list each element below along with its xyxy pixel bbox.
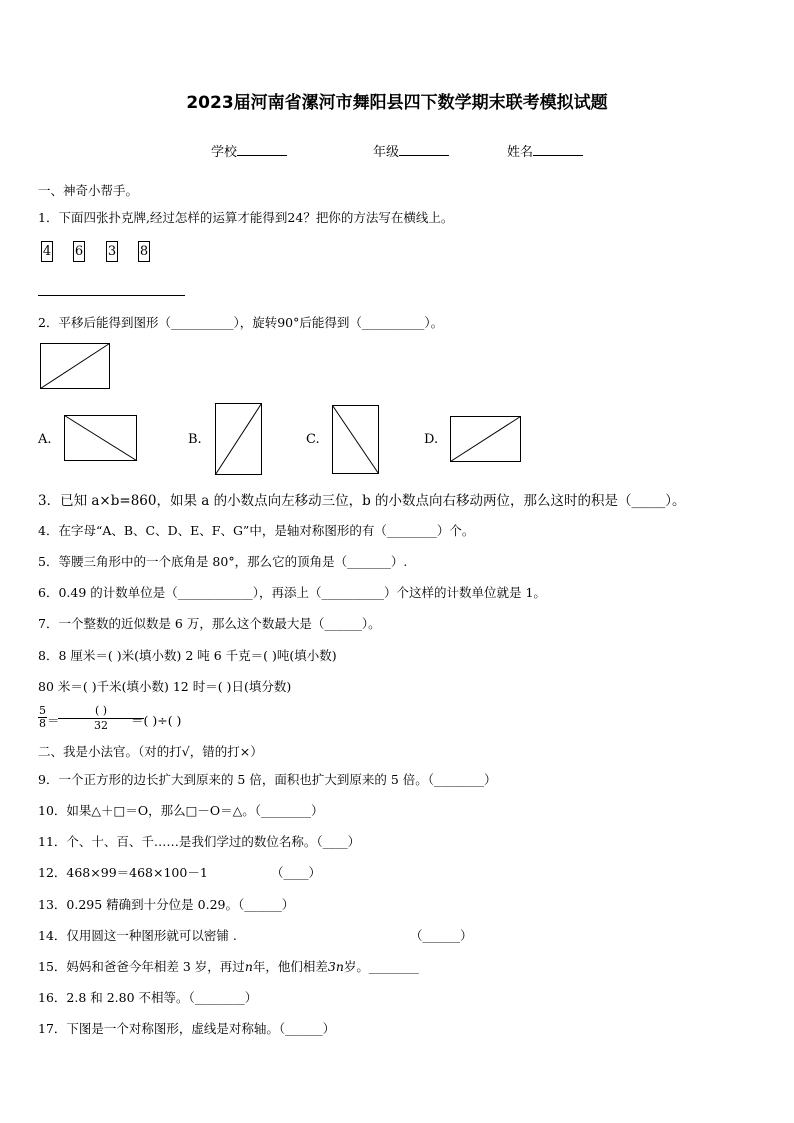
section-1-heading: 一、神奇小帮手。 (38, 183, 139, 198)
question-15-blank[interactable]: ________ (368, 959, 419, 974)
question-9: 9．一个正方形的边长扩大到原来的 5 倍，面积也扩大到原来的 5 倍。（________） (38, 772, 497, 787)
section-2-heading: 二、我是小法官。（对的打√，错的打×） (38, 744, 263, 759)
question-2: 2．平移后能得到图形（__________），旋转90°后能得到（__________）。 (38, 315, 444, 330)
option-d-figure[interactable] (450, 416, 522, 463)
card-3: 3 (106, 241, 118, 262)
card-6: 6 (73, 241, 85, 262)
question-4: 4．在字母“A、B、C、D、E、F、G”中，是轴对称图形的有（________）个。 (38, 523, 475, 538)
name-label: 姓名 (507, 145, 534, 160)
fraction-5-8 (38, 705, 47, 730)
question-8-line-1: 8．8 厘米＝( )米(填小数) 2 吨 6 千克＝( )吨(填小数) (38, 648, 337, 663)
option-a-label: A. (38, 432, 52, 447)
question-1: 1．下面四张扑克牌,经过怎样的运算才能得到24？把你的方法写在横线上。 (38, 210, 454, 225)
equals-sign: ＝ (47, 713, 60, 728)
page-title: 2023届河南省漯河市舞阳县四下数学期末联考模拟试题 (186, 93, 608, 113)
option-d-label: D. (424, 432, 439, 447)
name-field[interactable] (507, 141, 583, 160)
grade-label: 年级 (373, 145, 400, 160)
option-b-label: B. (188, 432, 202, 447)
option-a-figure[interactable] (64, 415, 138, 462)
answer-line-1[interactable] (38, 295, 185, 296)
original-figure (40, 343, 112, 390)
variable-n: n (244, 959, 253, 974)
question-17: 17．下图是一个对称图形，虚线是对称轴。（______） (38, 1021, 336, 1036)
question-12: 12．468×99＝468×100－1 (38, 865, 208, 880)
question-13: 13．0.295 精确到十分位是 0.29。（______） (38, 897, 295, 912)
question-7: 7．一个整数的近似数是 6 万，那么这个数最大是（______）。 (38, 616, 381, 631)
option-b-figure[interactable] (215, 403, 263, 476)
question-15: 15．妈妈和爸爸今年相差 3 岁，再过n年，他们相差3n岁。________ (38, 959, 419, 974)
card-4: 4 (41, 241, 53, 262)
question-11: 11．个、十、百、千……是我们学过的数位名称。（____） (38, 834, 361, 849)
blank-numerator: ( ) (94, 704, 108, 717)
fraction-numerator: 5 (39, 704, 46, 717)
school-label: 学校 (211, 145, 238, 160)
question-8-line-2: 80 米＝( )千米(填小数) 12 时＝( )日(填分数) (38, 679, 292, 694)
grade-field[interactable] (373, 141, 449, 160)
card-8: 8 (138, 241, 150, 262)
fraction-denominator: 8 (39, 717, 46, 730)
question-3: 3．已知 a×b=860，如果 a 的小数点向左移动三位，b 的小数点向右移动两位，那么这时的积是（_____）。 (38, 493, 686, 509)
question-10: 10．如果△＋□＝O，那么□－O＝△。（________） (38, 803, 324, 818)
blank-denominator: 32 (94, 719, 108, 732)
question-16: 16．2.8 和 2.80 不相等。（________） (38, 990, 258, 1005)
option-c-figure[interactable] (332, 405, 380, 475)
variable-3n: 3n (327, 959, 344, 974)
school-field[interactable] (211, 141, 287, 160)
question-14-blank[interactable]: （______） (410, 928, 473, 943)
question-8-line-3-tail: ＝( )÷( ) (131, 713, 182, 728)
question-14: 14．仅用圆这一种图形就可以密铺 . (38, 928, 237, 943)
question-6: 6．0.49 的计数单位是（____________），再添上（__________）个这样的计数单位就是 1。 (38, 585, 546, 600)
question-12-blank[interactable]: （____） (271, 865, 322, 880)
question-5: 5．等腰三角形中的一个底角是 80°，那么它的顶角是（_______）. (38, 554, 408, 569)
option-c-label: C. (306, 432, 320, 447)
